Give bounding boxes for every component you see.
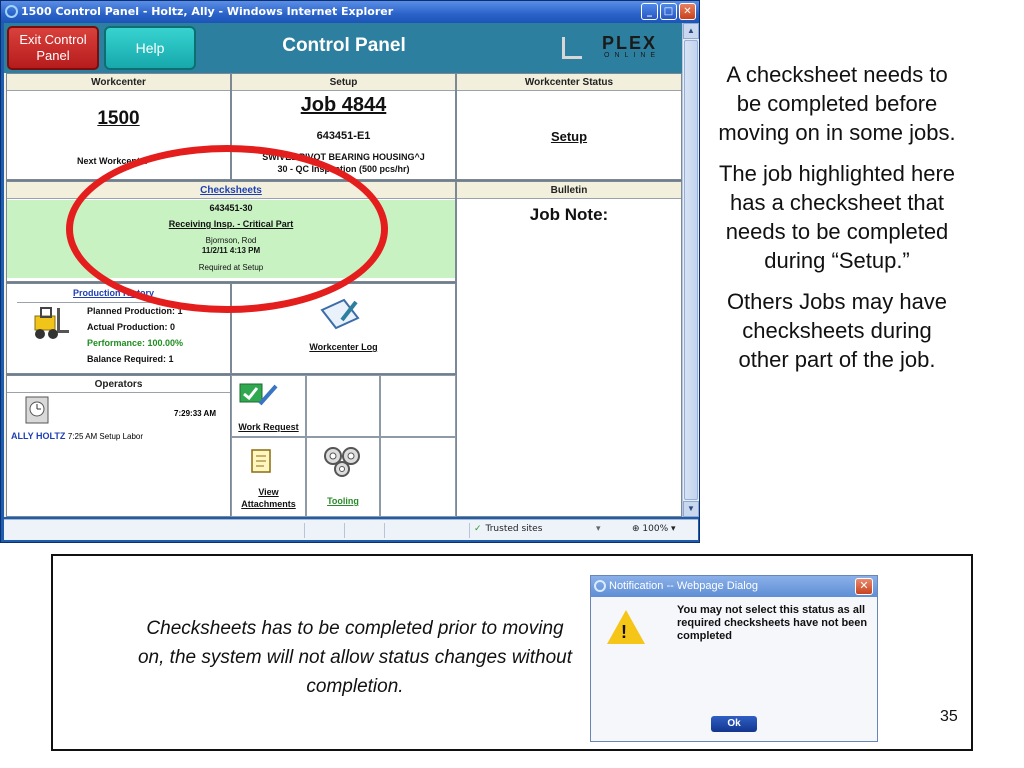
attachments-link[interactable]: Attachments <box>241 499 296 509</box>
workcenter-heading: Workcenter <box>7 74 230 91</box>
scroll-up-icon[interactable]: ▲ <box>683 23 699 39</box>
status-heading: Workcenter Status <box>457 74 681 91</box>
scroll-down-icon[interactable]: ▼ <box>683 501 699 517</box>
empty-tool-cell-1 <box>306 375 380 437</box>
bulletin-cell <box>456 181 682 517</box>
workcenter-log-link[interactable]: Workcenter Log <box>309 342 378 352</box>
operator-clock-time: 7:29:33 AM <box>174 409 216 418</box>
tooling-cell[interactable] <box>306 437 380 517</box>
panel-grid <box>6 73 682 517</box>
notebook-icon <box>318 296 362 332</box>
job-description: SWIVEL PIVOT BEARING HOUSING^J <box>262 152 425 162</box>
note-paragraph-1: A checksheet needs to be completed before moving on in some jobs. <box>718 62 956 145</box>
ok-button[interactable]: Ok <box>711 716 757 732</box>
dialog-message: You may not select this status as all required checksheets have not been completed <box>677 604 868 642</box>
wrench-icon <box>238 380 278 412</box>
vertical-scrollbar[interactable] <box>682 23 699 517</box>
app-header <box>4 23 682 73</box>
minimize-button[interactable]: _ <box>641 3 658 20</box>
note-paragraph-3: Others Jobs may have checksheets during other part of the job. <box>726 289 948 372</box>
checksheet-date: 11/2/11 4:13 PM <box>201 246 261 255</box>
operator-name[interactable]: ALLY HOLTZ <box>11 431 66 441</box>
ie-icon <box>594 580 606 592</box>
checksheets-heading[interactable]: Checksheets <box>7 182 455 199</box>
attachment-icon <box>248 446 276 476</box>
zoom-level: 100% <box>642 524 669 534</box>
checksheet-required: Required at Setup <box>198 263 264 272</box>
page-number: 35 <box>940 708 958 725</box>
balance-required: Balance Required: 1 <box>87 354 174 364</box>
window-title: 1500 Control Panel - Holtz, Ally - Windows Internet Explorer <box>21 5 394 18</box>
empty-tool-cell-3 <box>380 437 456 517</box>
dialog-titlebar <box>591 576 877 597</box>
maximize-button[interactable]: □ <box>660 3 677 20</box>
slide-notes <box>718 60 956 386</box>
bottom-caption: Checksheets has to be completed prior to moving on, the system will not allow status changes without completion. <box>137 618 573 697</box>
trusted-sites-label: Trusted sites <box>485 524 543 534</box>
status-divider <box>304 523 305 538</box>
view-label[interactable]: View <box>258 487 279 497</box>
zoom-icon: ⊕ <box>632 524 643 534</box>
plex-mark-icon <box>562 37 582 59</box>
window-titlebar <box>1 1 699 23</box>
performance-value: Performance: 100.00% <box>87 338 184 348</box>
ie-icon <box>5 5 18 18</box>
dialog-title: Notification -- Webpage Dialog <box>609 580 758 592</box>
scroll-thumb[interactable] <box>684 40 698 500</box>
browser-statusbar <box>4 519 698 540</box>
note-paragraph-2: The job highlighted here has a checksheet that needs to be completed during “Setup.” <box>718 161 956 273</box>
operator-detail: 7:25 AM Setup Labor <box>67 432 144 441</box>
checksheet-name[interactable]: Receiving Insp. - Critical Part <box>168 219 294 229</box>
chevron-down-icon: ▾ <box>668 524 676 534</box>
setup-heading: Setup <box>232 74 455 91</box>
plex-logo-word: PLEX <box>602 33 658 53</box>
empty-tool-cell-2 <box>380 375 456 437</box>
work-request-link[interactable]: Work Request <box>238 422 299 432</box>
highlight-ellipse <box>66 145 388 313</box>
planned-production: Planned Production: 1 <box>87 306 183 316</box>
help-button[interactable]: Help <box>104 26 196 70</box>
job-note-label: Job Note: <box>529 205 609 224</box>
status-divider <box>384 523 385 538</box>
time-clock-icon <box>25 396 49 424</box>
status-divider <box>469 523 470 538</box>
attachments-cell[interactable] <box>231 437 306 517</box>
job-number[interactable]: Job 4844 <box>300 94 387 116</box>
dialog-close-button[interactable]: ✕ <box>855 578 873 595</box>
notification-dialog <box>590 575 878 742</box>
next-workcenter-label: Next Workcenter <box>77 156 149 166</box>
workcenter-number[interactable]: 1500 <box>97 108 140 129</box>
status-divider <box>344 523 345 538</box>
work-request-cell[interactable] <box>231 375 306 437</box>
plex-logo <box>562 33 680 63</box>
window-controls <box>641 3 696 20</box>
tooling-link[interactable]: Tooling <box>327 496 359 506</box>
status-value[interactable]: Setup <box>550 129 588 144</box>
page-title: Control Panel <box>282 35 406 56</box>
checksheet-person: Bjornson, Rod <box>205 236 257 245</box>
job-operation: 30 - QC Inspection (500 pcs/hr) <box>277 164 410 174</box>
close-button[interactable]: ✕ <box>679 3 696 20</box>
exclamation-icon: ! <box>621 622 627 642</box>
job-part-number: 643451-E1 <box>316 130 371 142</box>
exit-control-panel-button[interactable]: Exit Control Panel <box>7 26 99 70</box>
actual-production: Actual Production: 0 <box>87 322 176 332</box>
checkmark-icon: ✓ <box>474 524 482 534</box>
security-icon[interactable]: ▾ <box>596 524 601 534</box>
production-history-heading[interactable]: Production History <box>73 288 155 298</box>
trusted-sites-zone[interactable] <box>474 524 542 534</box>
plex-logo-sub: ONLINE <box>604 52 661 59</box>
operators-heading: Operators <box>7 376 230 393</box>
gears-icon <box>321 444 365 478</box>
checksheet-part: 643451-30 <box>209 203 253 213</box>
operators-cell <box>6 375 231 517</box>
zoom-control[interactable] <box>632 524 676 534</box>
forklift-icon <box>27 306 71 342</box>
workcenter-status-cell <box>456 73 682 180</box>
bulletin-heading: Bulletin <box>457 182 681 199</box>
operator-row[interactable] <box>11 431 143 441</box>
bottom-callout <box>51 554 973 751</box>
